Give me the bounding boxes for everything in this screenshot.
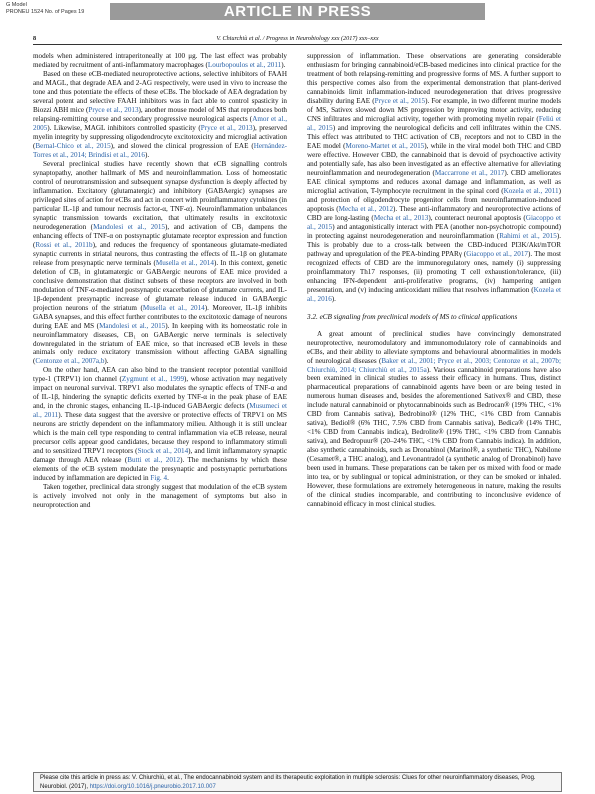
paragraph: [33, 160, 287, 367]
citation-link[interactable]: Stock et al., 2014: [137, 447, 189, 456]
citation-link[interactable]: Feliú et al., 2015: [307, 114, 561, 132]
journal-line: V. Chiurchiù et al. / Progress in Neurobiology xxx (2017) xxx–xxx: [216, 35, 379, 42]
right-column-body-bottom: [307, 330, 561, 510]
paragraph: [33, 366, 287, 483]
citation-link[interactable]: Fig. 4: [150, 474, 168, 483]
paragraph-text: ), and limit inflammatory synaptic damage through AEA release (: [33, 447, 287, 465]
right-column-body-top: [307, 52, 561, 304]
citation-link[interactable]: Kozela et al., 2016: [307, 285, 561, 303]
article-meta: [6, 2, 84, 15]
paragraph-text: ). This is probably due to a cross-talk between the CBD-induced PI3K/Akt/mTOR pathway and upregulation of the PEA-binding PPARγ (: [307, 231, 561, 258]
citation-text: Please cite this article in press as: V. Chiurchiù, et al., The endocannabinoid system and its therapeutic exploitation in multiple sclerosis: Clues for other neuroinflammatory diseases, Prog. Neurobiol. (2017),: [40, 775, 536, 790]
citation-link[interactable]: Musumeci et al., 2011: [33, 402, 287, 420]
paragraph-text: ) and antagonistically interact with PEA (another non-psychotropic compound) in protecting against neurodegeneration and neuroinflammation (: [307, 222, 561, 240]
citation-link[interactable]: Mandolesi et al., 2015: [93, 222, 166, 231]
meta-line-2: PRONEU 1524 No. of Pages 19: [6, 8, 85, 15]
paragraph-text: ), counteract neuronal apoptosis (: [428, 213, 526, 222]
paragraph-text: ). The mechanisms by which these elements of the eCB system modulate the presynaptic and postsynaptic perturbations induced by inflammation are depicted in: [33, 456, 287, 483]
citation-link[interactable]: Musella et al., 2014: [142, 303, 205, 312]
paragraph-text: ), and reduces the frequency of spontaneous glutamate-mediated synaptic currents in striatal neurons, thus contrasting the effects of IL-1β on glutamate release from presynaptic nerve terminals (: [33, 240, 287, 267]
paragraph-text: A great amount of preclinical studies have convincingly demonstrated neuroprotective, neuromodulatory and immunomodulatory role of cannabinoids and eCBs, and their ability to alleviate symptoms and behavioural abnormalities in models of neurological diseases (: [307, 329, 561, 365]
paragraph-text: ). Various cannabinoid preparations have also been examined in clinical studies to assess their efficacy in humans. Thus, distinct pharmaceutical preparations of cannabinoid agents have been or are being tested in numerous human diseases and, besides the aforementioned Sativex® and CBD, these include natural cannabinoid or phytocannabinoids such as Bedrocan® (19% THC, <1% CBD from Cannabis sativa), Bedrobinol® (12% THC, <1% CBD from Cannabis sativa), Bediol® (6% THC, 7.5% CBD from Cannabis sativa), Bedica® (14% THC, <1% CBD from Cannabis indica), Bedrolite® (19% THC, <1% CBD from Cannabis sativa), and Bedropuur® (20–24% THC, <1% CBD from Cannabis indica). In addition, also synthetic cannabinoids, such as Dronabinol (Marinol®, a synthetic THC), Nabilone (Cesamet®, a THC analog), and Levonantradol (a synthetic analog of Dronabinol) have been used in humans. These preparations can be taken per os mixed with food or made into tea, or by sublingual or topical administration, or they can be smoked or inhaled. However, these formulations are extremely heterogeneous in nature, making the results of the clinical studies incomparable, and contributing to inconclusive evidence of cannabinoid efficacy in most clinical studies.: [307, 365, 561, 509]
paragraph-text: .: [167, 474, 169, 483]
paragraph-text: ), and slowed the clinical progression of EAE (: [110, 141, 254, 150]
meta-line-1: G Model: [6, 2, 27, 8]
paragraph-text: ).: [331, 294, 336, 303]
citation-link[interactable]: Mecha et al., 2012: [338, 204, 394, 213]
paragraph-text: ), whose activation may negatively impact on neuronal survival. TRPV1 also modulates the synaptic effects of TNF-α and of IL-1β, hindering the synaptic deficits exerted by TNF-α in the peak phase of EAE and, in the chronic stages, enhancing IL-1β-induced GABAergic defects (: [33, 375, 287, 411]
paragraph-text: ). In keeping with its homeostatic role in neuroinflammatory diseases, CB₁ on GABAergic nerve terminals is selectively downregulated in the striatum of EAE mice, so that increased eCB levels in these animals only reduce excitatory transmission without affecting GABA signalling (: [33, 321, 287, 366]
citation-link[interactable]: Rossi et al., 2011b: [35, 240, 93, 249]
article-in-press-banner: ARTICLE IN PRESS: [110, 3, 485, 20]
citation-link[interactable]: Giacoppo et al., 2017: [466, 249, 528, 258]
citation-link[interactable]: Giacoppo et al., 2015: [307, 213, 561, 231]
citation-link[interactable]: Moreno-Martet et al., 2015: [345, 141, 425, 150]
paragraph-text: ) and protection of oligodendrocyte progenitor cells from neuroinflammation-induced apoptosis (: [307, 186, 561, 213]
paragraph-text: ).: [281, 60, 286, 69]
paragraph-text: ), another mouse model of MS that reproduces both relapsing-remitting course and secondary progressive neurological aspects (: [33, 105, 287, 123]
paragraph-text: ) and improving the neurological deficits and cell infiltrates within the CNS. This effect was attributed to THC activation of CB₁ receptors and not to CBD in the EAE model (: [307, 123, 561, 150]
citation-link[interactable]: Mandolesi et al., 2015: [99, 321, 166, 330]
paragraph-text: ). These data suggest that the aversive or protective effects of TRPV1 on MS neurons are strictly dependent on the inflammatory milieu. Although it is still unclear which is the main cell type responding to central inflammation via eCB release, neural precursor cells appear good candidates, because they respond to inflammatory stimuli and to sensitized TRPV1 receptors (: [33, 411, 287, 456]
citation-link[interactable]: Hernández-Torres et al., 2014; Brindisi et al., 2016: [33, 141, 287, 159]
paragraph-text: suppression of inflammation. These observations are generating considerable enthusiasm for bringing cannabinoid/eCB-based medicines into clinical practice for the treatment of both relapsing-remitting and progressive forms of MS. A further support to this perspective comes also from the experimental demonstration that plant-derived cannabinoids limit inflammation-induced neurodegeneration that drives progressive disability during EAE (: [307, 52, 561, 105]
paragraph-text: ), and activation of CB₁ dampens the enhancing effects of TNF-α on postsynaptic glutamate receptor expression and function (: [33, 222, 287, 249]
citation-link[interactable]: Butti et al., 2012: [127, 456, 181, 465]
paragraph-text: ). For example, in two different murine models of MS, Sativex slowed down MS progression by improving motor activity, reducing CNS infiltrates and microglial activity, together with promoting myelin repair (: [307, 96, 561, 123]
citation-link[interactable]: Baker et al., 2001; Pryce et al., 2003; Centonze et al., 2007b; Chiurchiù, 2014; Chiurchiù et al., 2015a: [307, 356, 561, 374]
citation-link[interactable]: Pryce et al., 2013: [200, 123, 253, 132]
paragraph-text: ). The most recognized effects of CBD are the immunoregulatory ones, namely (i) suppressing proinflammatory Th17 responses, (ii) promoting T cell exhaustion/tolerance, (iii) enhancing IFN-dependent anti-proliferative programs, (iv) hampering antigen presentation, and (v) inducing anticoxidant milieu that resolves inflammation (: [307, 249, 561, 294]
citation-link[interactable]: Amor et al., 2005: [33, 114, 287, 132]
paragraph-text: ). In this context, genetic deletion of CB₁ in glutamatergic or GABAergic neurons of EAE mice provided a conclusive demonstration that distinct subsets of these receptors are involved in both modulation of TNF-α-mediated postsynaptic exacerbation of glutamate currents, and IL-1β-dependent presynaptic increase of glutamate release induced in GABAergic projection neurons of the striatum (: [33, 258, 287, 312]
citation-link[interactable]: Kozela et al., 2011: [503, 186, 559, 195]
paragraph-text: ). Likewise, MAGL inhibitors controlled spasticity (: [47, 123, 201, 132]
paragraph-text: ).: [104, 357, 109, 366]
left-column: [33, 52, 287, 712]
citation-link[interactable]: Maccarrone et al., 2017: [434, 168, 505, 177]
paragraph-text: Taken together, preclinical data strongly suggest that modulation of the eCB system is actively involved not only in the management of symptoms but also in neuroprotection and: [33, 483, 287, 510]
citation-link[interactable]: Musella et al., 2014: [155, 258, 214, 267]
paragraph-text: ). These anti-inflammatory and neuroprotective actions of CBD are long-lasting (: [307, 204, 561, 222]
paragraph-text: ), preserved myelin integrity by suppressing oligodendrocyte excitotoxicity and microglial activation (: [33, 123, 287, 150]
paragraph-text: ).: [144, 150, 150, 159]
citation-link[interactable]: Rahimi et al., 2015: [499, 231, 557, 240]
paragraph-text: ). Moreover, IL-1β inhibits GABA synapses, and this effect further contributes to the excitotoxic damage of neurons during EAE and MS (: [33, 303, 287, 330]
running-head: [33, 34, 562, 45]
citation-link[interactable]: Zygmunt et al., 1999: [121, 375, 185, 384]
paragraph-text: Several preclinical studies have recently shown that eCB signalling controls synaptopathy, another hallmark of MS and neuroinflammation. Loss of homeostatic control of neurotransmission and subsequent synapse dysfunction is deeply affected by inflammation. Excitatory (glutamatergic) and inhibitory (GABAergic) synapses are privileged sites of action for eCBs and act in concert with proinflammatory cytokines (in particular IL-1β and tumour necrosis factor-α, TNF-α). Neuroinflammation unbalances synaptic transmission towards excitation, that ultimately results in excitotoxic neurodegeneration (: [33, 159, 287, 231]
citation-link[interactable]: Mecha et al., 2013: [373, 213, 429, 222]
right-column: [307, 52, 561, 712]
paragraph: [307, 52, 561, 304]
paragraph: [307, 330, 561, 510]
citation-link[interactable]: Pryce et al., 2013: [88, 105, 139, 114]
paragraph: [33, 483, 287, 510]
paragraph-text: On the other hand, AEA can also bind to the transient receptor potential vanilloid type-1 (TRPV1) ion channel (: [33, 366, 287, 384]
paragraph: [33, 70, 287, 160]
citation-link[interactable]: Pryce et al., 2015: [374, 96, 426, 105]
citation-link[interactable]: Centonze et al., 2007a,b: [35, 357, 105, 366]
citation-link[interactable]: Bernal-Chico et al., 2015: [35, 141, 111, 150]
paragraph-text: ), while in the viral model both THC and CBD were effective. However CBD, the cannabinoid that is devoid of psychoactive activity and potentially safe, has also been investigated as an effective alternative for alleviating neuroinflammation and neurodegeneration (: [307, 141, 561, 177]
page-number: 8: [33, 35, 37, 42]
section-heading: 3.2. eCB signaling from preclinical models of MS to clinical applications: [307, 312, 518, 321]
citation-notice: [33, 772, 562, 792]
doi-link[interactable]: https://doi.org/10.1016/j.pneurobio.2017.10.007: [89, 783, 216, 790]
paragraph: [33, 52, 287, 70]
citation-link[interactable]: Lourbopoulos et al., 2011: [207, 60, 282, 69]
paragraph-text: models when administered intraperitoneally at 100 μg. The last effect was probably mediated by recruitment of anti-inflammatory macrophages (: [33, 52, 287, 69]
paragraph-text: Based on these eCB-mediated neuroprotective actions, selective inhibitors of FAAH and MAGL, that degrade AEA and 2-AG respectively, were used in vivo to increase the tone and thus potentiate the effects of these eCBs. The blockade of AEA degradation by several potent and selective FAAH inhibitors was in fact able to control spasticity in Biozzi ABH mice (: [33, 69, 287, 114]
paragraph-text: ). CBD ameliorates EAE clinical symptoms and reduces axonal damage and inflammation, as well as microglial activation, T-lymphocyte recruitment in the spinal cord (: [307, 168, 561, 195]
